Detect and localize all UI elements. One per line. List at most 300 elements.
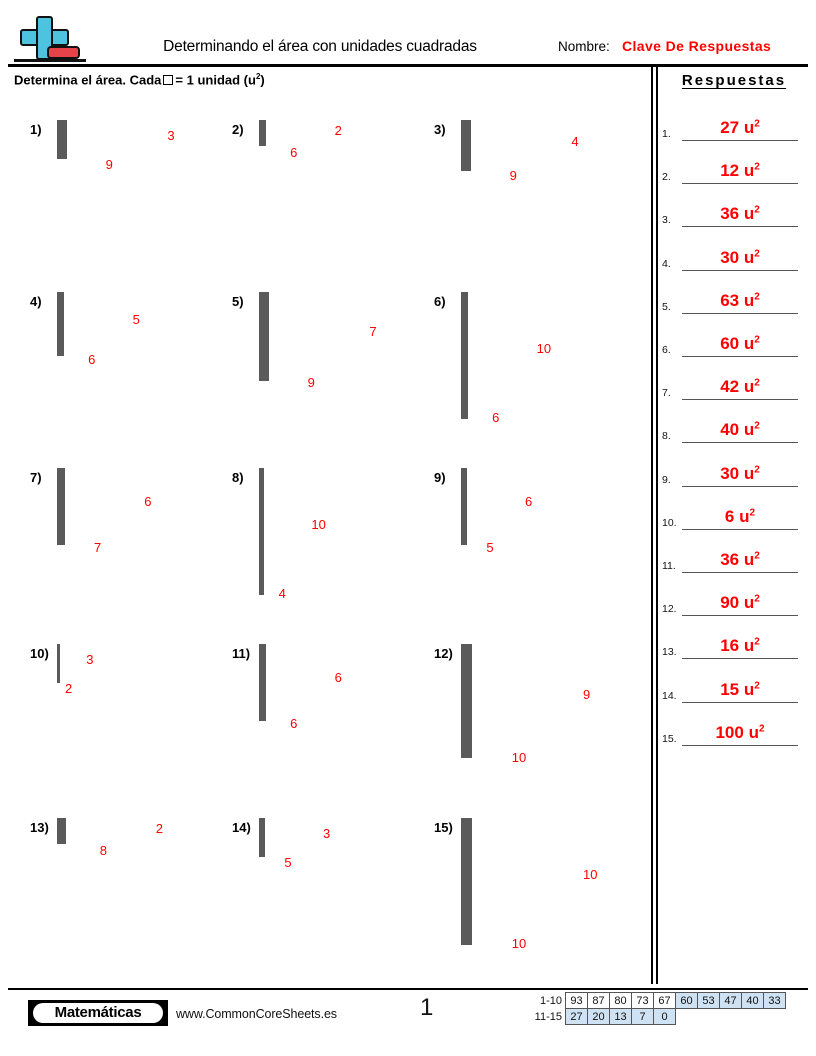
grid-row: [462, 481, 467, 494]
area-grid: [259, 644, 266, 721]
problem-number: 7): [30, 470, 42, 485]
answer-row: [660, 184, 806, 227]
page-title: Determinando el área con unidades cuadradas: [163, 38, 477, 55]
answer-index: 1.: [662, 128, 671, 140]
answer-unit-exponent: 2: [754, 550, 760, 562]
grid-cell: [467, 293, 468, 306]
grid-cell: [59, 645, 60, 658]
grid-row: [260, 506, 264, 519]
height-label: 10: [583, 867, 598, 882]
instruction-text: [14, 72, 265, 87]
problem-number: 12): [434, 646, 453, 661]
score-cell: 40: [742, 993, 764, 1009]
grid-row: [462, 881, 472, 894]
grid-cell: [470, 133, 471, 146]
grid-row: [462, 519, 467, 532]
answer-index: 9.: [662, 473, 671, 486]
problem-number: 8): [232, 470, 244, 485]
grid-cell: [268, 293, 269, 306]
grid-row: [462, 506, 467, 519]
grid-row: [462, 869, 472, 882]
grid-row: [462, 831, 472, 844]
answer-unit: u: [739, 636, 755, 656]
problem-number: 13): [30, 820, 49, 835]
header-divider: [8, 64, 808, 67]
answer-value: [682, 507, 798, 527]
grid-cell: [64, 494, 65, 507]
height-label: 9: [583, 687, 591, 703]
answer-unit: u: [739, 463, 755, 483]
score-row: [528, 1009, 786, 1025]
grid-cell: [263, 557, 264, 570]
answer-number: 63: [720, 290, 740, 310]
answer-value: [682, 593, 798, 613]
answer-row: [660, 98, 806, 141]
answer-number: 12: [720, 161, 740, 181]
answer-unit-exponent: 2: [754, 463, 760, 475]
score-cell: 67: [654, 993, 676, 1009]
answer-unit-exponent: 2: [754, 334, 760, 346]
score-cell: 27: [566, 1009, 588, 1025]
logo-plus-center: [38, 31, 51, 44]
grid-row: [260, 645, 266, 658]
grid-row: [462, 682, 472, 695]
height-label: 5: [132, 312, 140, 327]
grid-cell: [265, 133, 266, 146]
grid-row: [462, 393, 468, 406]
grid-row: [260, 368, 269, 381]
site-url: www.CommonCoreSheets.es: [176, 1007, 337, 1021]
grid-cell: [59, 657, 60, 670]
page-header: [0, 0, 816, 68]
width-label: 10: [511, 750, 527, 766]
grid-row: [462, 932, 472, 945]
grid-row: [462, 844, 472, 857]
answer-unit: u: [739, 290, 755, 310]
answer-unit: u: [739, 118, 755, 137]
answer-unit-exponent: 2: [754, 204, 760, 216]
score-cell: 13: [610, 1009, 632, 1025]
grid-cell: [268, 368, 269, 381]
width-label: 5: [284, 854, 292, 870]
area-grid: [57, 468, 65, 545]
grid-row: [260, 305, 269, 318]
height-label: 6: [334, 669, 342, 685]
height-label: 3: [86, 652, 94, 668]
grid-cell: [467, 330, 468, 343]
grid-row: [462, 469, 467, 482]
grid-cell: [265, 645, 266, 658]
width-label: 9: [307, 375, 315, 391]
area-grid: [259, 120, 266, 146]
grid-row: [462, 158, 471, 171]
area-grid: [259, 818, 265, 857]
grid-row: [462, 330, 468, 343]
grid-row: [58, 330, 64, 343]
grid-row: [462, 907, 472, 920]
width-label: 6: [290, 145, 298, 161]
answer-row: [660, 228, 806, 271]
area-grid: [461, 818, 472, 945]
area-grid: [57, 818, 66, 844]
grid-cell: [466, 506, 467, 519]
grid-cell: [470, 121, 471, 134]
answer-number: 42: [720, 377, 740, 397]
grid-cell: [263, 531, 264, 544]
answer-unit-exponent: 2: [754, 247, 760, 259]
width-label: 4: [278, 586, 286, 601]
grid-row: [462, 121, 471, 134]
grid-row: [462, 670, 472, 683]
grid-cell: [471, 682, 472, 695]
page-number: 1: [420, 994, 434, 1021]
answer-value: [682, 118, 798, 138]
score-cell: 93: [566, 993, 588, 1009]
grid-cell: [64, 506, 65, 519]
problems-area: [0, 96, 650, 976]
grid-row: [260, 318, 269, 331]
grid-cell: [263, 519, 264, 532]
grid-cell: [467, 406, 468, 419]
score-cell: 47: [720, 993, 742, 1009]
height-label: 3: [167, 128, 175, 144]
score-cell: 60: [676, 993, 698, 1009]
vertical-divider-right: [656, 64, 658, 984]
answer-number: 90: [720, 593, 740, 613]
grid-row: [462, 645, 472, 658]
answer-row: [660, 660, 806, 703]
grid-cell: [265, 121, 266, 134]
grid-cell: [471, 707, 472, 720]
grid-cell: [471, 919, 472, 932]
grid-cell: [264, 844, 265, 857]
height-label: 2: [334, 122, 342, 138]
answer-value: [682, 161, 798, 181]
grid-row: [462, 305, 468, 318]
answer-value: [682, 464, 798, 484]
grid-cell: [66, 146, 67, 159]
answer-number: 36: [720, 204, 740, 224]
answer-value: [682, 550, 798, 570]
grid-row: [260, 494, 264, 507]
grid-cell: [263, 481, 264, 494]
answer-value: [682, 248, 798, 268]
answer-row: [660, 444, 806, 487]
problem-number: 10): [30, 646, 49, 661]
grid-row: [260, 531, 264, 544]
subject-badge-label: Matemáticas: [33, 1003, 163, 1023]
logo-red-bar: [47, 46, 80, 59]
grid-cell: [265, 670, 266, 683]
grid-cell: [471, 645, 472, 658]
answer-value: [682, 334, 798, 354]
answers-title: Respuestas: [681, 72, 787, 89]
grid-cell: [471, 819, 472, 832]
grid-row: [260, 343, 269, 356]
width-label: 9: [509, 168, 517, 184]
problem-number: 3): [434, 122, 446, 137]
area-grid: [461, 468, 467, 545]
height-label: 10: [311, 517, 326, 532]
score-row-label: 1-10: [539, 994, 562, 1007]
grid-cell: [64, 519, 65, 532]
grid-cell: [466, 519, 467, 532]
grid-cell: [471, 695, 472, 708]
grid-cell: [264, 831, 265, 844]
grid-cell: [263, 494, 264, 507]
answer-unit-exponent: 2: [754, 161, 760, 173]
grid-cell: [66, 133, 67, 146]
plus-block-logo: [14, 14, 86, 64]
grid-cell: [467, 343, 468, 356]
score-cell-empty: [698, 1009, 720, 1025]
grid-row: [462, 894, 472, 907]
grid-row: [58, 121, 67, 134]
width-label: 6: [492, 410, 500, 425]
answer-value: [682, 291, 798, 311]
grid-cell: [467, 318, 468, 331]
grid-cell: [268, 305, 269, 318]
grid-cell: [471, 831, 472, 844]
grid-row: [260, 544, 264, 557]
grid-row: [58, 657, 60, 670]
problem-number: 9): [434, 470, 446, 485]
answer-value: [682, 723, 798, 743]
grid-row: [58, 831, 66, 844]
problem-number: 11): [232, 646, 251, 661]
grid-row: [462, 707, 472, 720]
answer-row: [660, 487, 806, 530]
grid-row: [260, 293, 269, 306]
grid-row: [462, 406, 468, 419]
answer-unit-exponent: 2: [749, 507, 756, 519]
square-unit-icon: [163, 75, 173, 85]
grid-cell: [471, 932, 472, 945]
answer-row: [660, 400, 806, 443]
grid-row: [58, 645, 60, 658]
grid-row: [58, 481, 65, 494]
grid-cell: [268, 330, 269, 343]
height-label: 2: [155, 820, 164, 836]
grid-cell: [471, 881, 472, 894]
answer-index: 13.: [662, 646, 677, 659]
instruction-suffix: = 1 unidad (u: [175, 72, 256, 88]
grid-row: [58, 519, 65, 532]
grid-cell: [268, 343, 269, 356]
problem-number: 2): [232, 122, 244, 137]
height-label: 10: [536, 341, 552, 356]
answer-row: [660, 141, 806, 184]
grid-row: [260, 682, 266, 695]
problem-number: 6): [434, 294, 446, 309]
grid-cell: [63, 343, 64, 356]
answer-row: [660, 314, 806, 357]
width-label: 2: [64, 680, 73, 696]
grid-row: [58, 318, 64, 331]
answer-unit: u: [739, 420, 755, 440]
grid-row: [462, 146, 471, 159]
answer-unit-exponent: 2: [754, 377, 760, 389]
grid-row: [462, 531, 467, 544]
grid-cell: [265, 657, 266, 670]
grid-cell: [470, 158, 471, 171]
score-row-label: 11-15: [534, 1010, 562, 1023]
grid-row: [260, 330, 269, 343]
answer-number: 36: [720, 550, 740, 569]
grid-row: [462, 819, 472, 832]
score-cell: 53: [698, 993, 720, 1009]
score-row: [528, 993, 786, 1009]
instruction-exponent: 2: [255, 72, 261, 81]
grid-cell: [263, 506, 264, 519]
problem-number: 1): [30, 122, 42, 137]
answer-index: 6.: [662, 344, 671, 356]
grid-cell: [268, 318, 269, 331]
answer-index: 12.: [662, 603, 677, 616]
grid-row: [260, 133, 266, 146]
grid-cell: [65, 819, 66, 832]
answer-value: [682, 420, 798, 440]
score-cell-empty: [764, 1009, 786, 1025]
grid-cell: [264, 819, 265, 832]
grid-row: [462, 381, 468, 394]
grid-row: [58, 133, 67, 146]
grid-cell: [471, 720, 472, 733]
width-label: 7: [93, 539, 102, 555]
answer-row: [660, 357, 806, 400]
instruction-prefix: Determina el área. Cada: [14, 72, 162, 88]
answer-index: 11.: [662, 560, 676, 572]
grid-row: [462, 720, 472, 733]
grid-cell: [466, 469, 467, 482]
grid-cell: [64, 469, 65, 482]
answer-value: [682, 204, 798, 224]
width-label: 9: [105, 156, 113, 172]
grid-row: [260, 519, 264, 532]
grid-row: [260, 707, 266, 720]
width-label: 5: [486, 539, 494, 555]
score-cell: 87: [588, 993, 610, 1009]
problem-number: 5): [232, 294, 244, 309]
area-grid: [57, 292, 64, 356]
grid-cell: [263, 544, 264, 557]
grid-cell: [470, 146, 471, 159]
answer-index: 15.: [662, 732, 677, 745]
grid-cell: [263, 569, 264, 582]
grid-row: [260, 844, 265, 857]
height-label: 7: [369, 323, 377, 339]
grid-row: [462, 355, 468, 368]
answer-index: 2.: [662, 171, 671, 184]
answer-index: 4.: [662, 257, 671, 270]
answer-row: [660, 530, 806, 573]
score-cell: 80: [610, 993, 632, 1009]
grid-cell: [471, 894, 472, 907]
answer-unit: u: [739, 204, 755, 224]
answer-number: 40: [720, 420, 740, 440]
answer-unit: u: [739, 550, 755, 569]
answer-unit: u: [739, 593, 755, 613]
grid-cell: [471, 670, 472, 683]
height-label: 6: [525, 493, 533, 509]
grid-row: [462, 343, 468, 356]
answer-unit-exponent: 2: [758, 723, 765, 735]
answer-number: 6: [724, 506, 735, 526]
width-label: 10: [511, 936, 527, 951]
grid-row: [462, 293, 468, 306]
answer-number: 30: [720, 247, 740, 267]
answer-index: 8.: [662, 430, 671, 443]
grid-cell: [263, 469, 264, 482]
grid-cell: [467, 381, 468, 394]
grid-row: [462, 695, 472, 708]
answer-value: [682, 636, 798, 656]
grid-row: [260, 569, 264, 582]
area-grid: [259, 292, 269, 381]
width-label: 6: [88, 352, 96, 367]
answer-number: 27: [720, 118, 740, 137]
footer-divider: [8, 988, 808, 990]
answer-number: 60: [720, 334, 740, 353]
answer-index: 5.: [662, 300, 671, 313]
answer-unit: u: [739, 334, 755, 353]
height-label: 4: [571, 134, 579, 150]
logo-baseline: [14, 59, 86, 62]
width-label: 6: [290, 715, 298, 731]
grid-cell: [467, 355, 468, 368]
answer-index: 14.: [662, 689, 677, 702]
answer-unit: u: [739, 161, 755, 181]
answer-value: [682, 377, 798, 397]
problem-number: 14): [232, 820, 251, 835]
grid-cell: [471, 869, 472, 882]
subject-badge: [28, 1000, 168, 1026]
grid-row: [58, 469, 65, 482]
grid-cell: [64, 531, 65, 544]
answer-row: [660, 271, 806, 314]
area-grid: [57, 120, 67, 159]
grid-cell: [467, 305, 468, 318]
grid-row: [58, 494, 65, 507]
grid-row: [462, 745, 472, 758]
answer-number: 30: [720, 463, 740, 483]
answer-unit: u: [739, 679, 755, 699]
grid-row: [462, 368, 468, 381]
grid-cell: [63, 305, 64, 318]
answer-unit-exponent: 2: [754, 636, 760, 648]
grid-cell: [64, 481, 65, 494]
grid-cell: [265, 682, 266, 695]
grid-row: [260, 557, 264, 570]
vertical-divider-left: [651, 64, 653, 984]
answer-row: [660, 703, 806, 746]
grid-row: [260, 121, 266, 134]
grid-cell: [66, 121, 67, 134]
grid-cell: [63, 293, 64, 306]
grid-row: [260, 481, 264, 494]
answer-number: 100: [715, 722, 744, 742]
answer-unit-exponent: 2: [754, 291, 760, 303]
grid-cell: [466, 531, 467, 544]
grid-cell: [63, 330, 64, 343]
answer-unit: u: [739, 377, 755, 397]
answer-value: [682, 680, 798, 700]
problem-number: 4): [30, 294, 42, 309]
answer-unit: u: [734, 506, 750, 526]
grid-cell: [268, 355, 269, 368]
area-grid: [57, 644, 60, 683]
answer-unit-exponent: 2: [754, 679, 760, 691]
